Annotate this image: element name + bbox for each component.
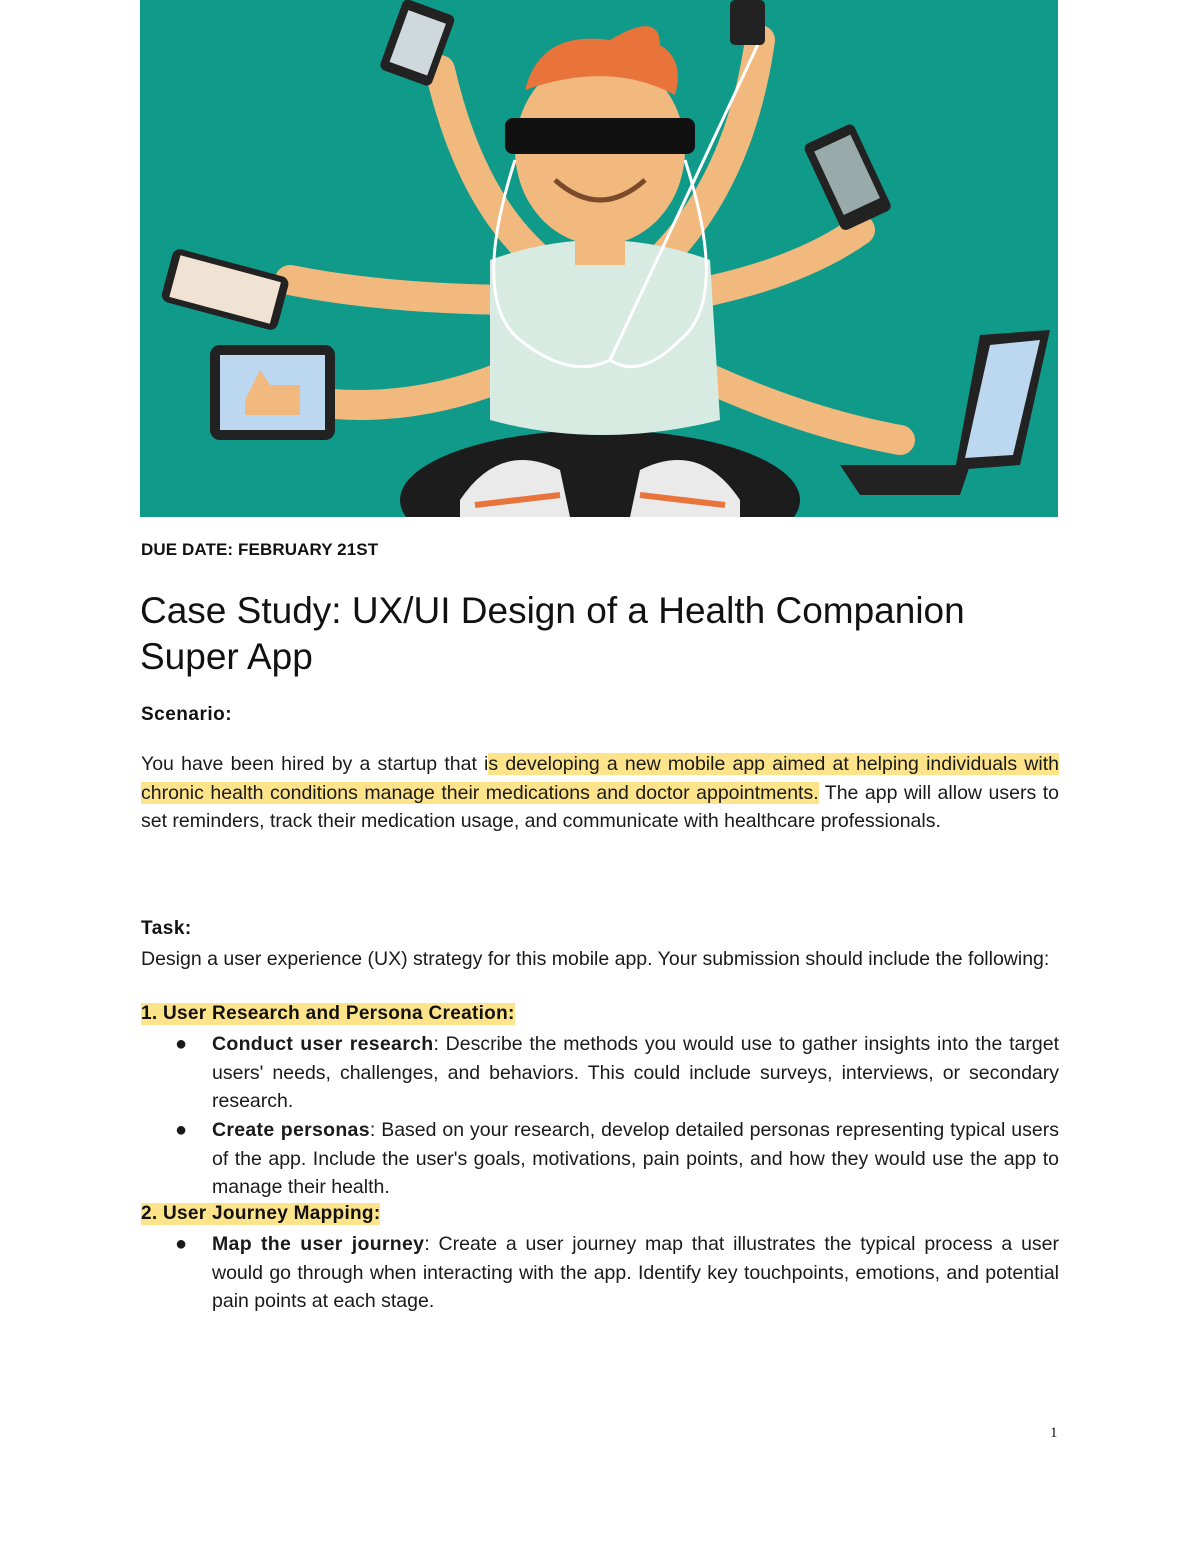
task-label: Task: (141, 918, 192, 939)
bullet-icon: ● (175, 1033, 188, 1055)
scenario-paragraph (141, 750, 1059, 836)
scenario-label: Scenario: (141, 704, 233, 725)
bullet-bold-term: Map the user journey (212, 1233, 425, 1255)
page-number: 1 (1050, 1425, 1058, 1441)
bullet-text: : Create a user journey map that illustrates the typical process a user would go through when interacting with the app. Identify key touchpoints, emotions, and potential pain points at each stage. (212, 1233, 1060, 1312)
bullet-map-user-journey (175, 1230, 1059, 1316)
scenario-text-after: The app will allow users to set reminders, track their medication usage, and communicate with healthcare professionals. (141, 781, 1059, 832)
scenario-highlighted-text: s developing a new mobile app aimed at helping individuals with chronic health conditions manage their medications and doctor appointments. (141, 753, 1059, 804)
bullet-text: : Describe the methods you would use to gather insights into the target users' needs, challenges, and behaviors. This could include surveys, interviews, or secondary research. (212, 1033, 1059, 1112)
bullet-content (212, 1030, 1059, 1116)
bullet-content (212, 1116, 1059, 1202)
bullet-content (212, 1230, 1059, 1316)
multitasking-person-illustration (140, 0, 1058, 517)
bullet-icon: ● (175, 1233, 188, 1255)
hero-illustration (140, 0, 1058, 517)
bullet-conduct-user-research (175, 1030, 1059, 1116)
section-heading-user-journey: 2. User Journey Mapping: (141, 1203, 381, 1224)
bullet-icon: ● (175, 1119, 188, 1141)
page-title: Case Study: UX/UI Design of a Health Companion Super App (140, 590, 965, 677)
bullet-create-personas (175, 1116, 1059, 1202)
task-intro: Design a user experience (UX) strategy for this mobile app. Your submission should include the following: (141, 948, 1050, 970)
scenario-text-before: You have been hired by a startup that i (141, 753, 489, 775)
due-date: DUE DATE: FEBRUARY 21ST (141, 540, 379, 559)
bullet-bold-term: Create personas (212, 1119, 370, 1141)
bullet-text: : Based on your research, develop detailed personas representing typical users of the app. Include the user's goals, motivations, pain points, and how they would use the app to manage their health. (212, 1119, 1059, 1198)
bullet-bold-term: Conduct user research (212, 1033, 434, 1055)
section-heading-user-research: 1. User Research and Persona Creation: (141, 1003, 515, 1024)
